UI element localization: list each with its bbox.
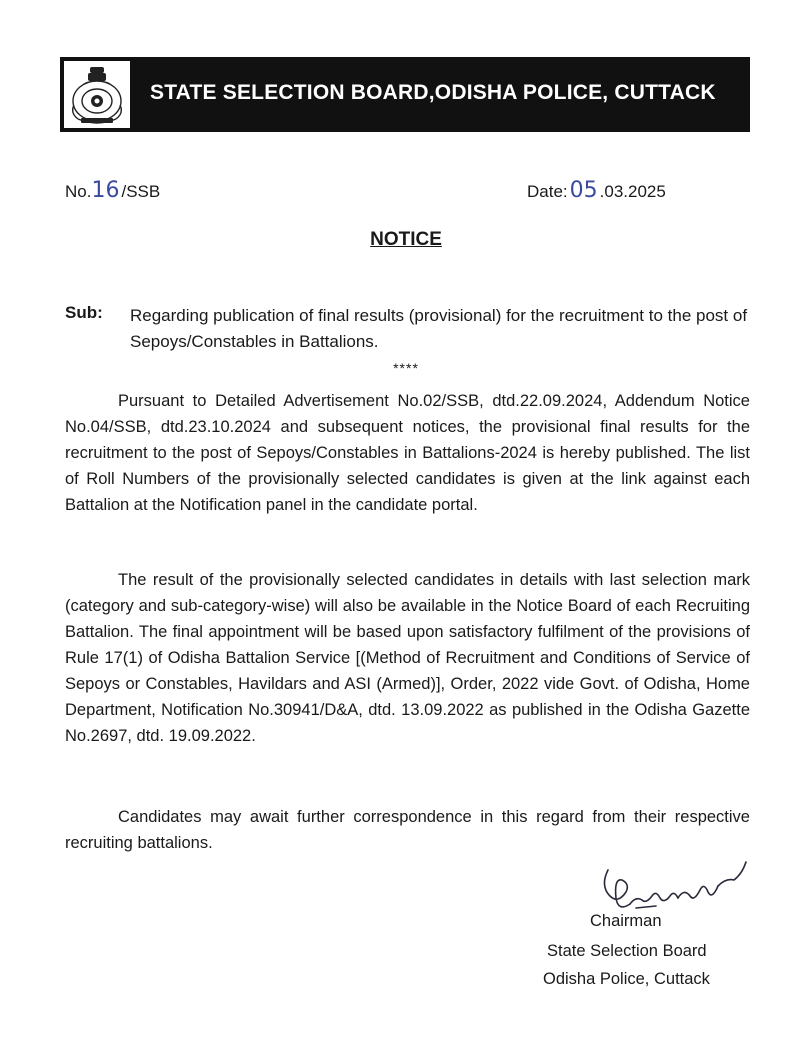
board-title: STATE SELECTION BOARD,ODISHA POLICE, CUTTACK	[150, 81, 716, 104]
reference-number	[65, 178, 160, 203]
police-emblem-icon	[64, 61, 130, 128]
date-prefix: Date:	[527, 182, 568, 201]
letterhead-banner	[60, 57, 750, 132]
paragraph-1: Pursuant to Detailed Advertisement No.02/SSB, dtd.22.09.2024, Addendum Notice No.04/SSB, dtd.23.10.2024 and subsequent notices, the provisional final results for the recruitment to the post of Sepoys/Constables in Battalions-2024 is hereby published. The list of Roll Numbers of the provisionally selected candidates is given at the link against each Battalion at the Notification panel in the candidate portal.	[65, 392, 750, 514]
signatory-designation: Chairman	[590, 912, 662, 930]
paragraph-2: The result of the provisionally selected candidates in details with last selection mark (category and sub-category-wise) will also be available in the Notice Board of each Recruiting Battalion. The final appointment will be based upon satisfactory fulfilment of the provisions of Rule 17(1) of Odisha Battalion Service [(Method of Recruitment and Conditions of Service of Sepoys or Constables, Havildars and ASI (Armed)], Order, 2022 vide Govt. of Odisha, Home Department, Notification No.30941/D&A, dtd. 13.09.2022 as published in the Odisha Gazette No.2697, dtd. 19.09.2022.	[65, 571, 750, 745]
signatory-place: Odisha Police, Cuttack	[543, 970, 710, 988]
date-suffix: .03.2025	[599, 182, 666, 201]
notice-heading: NOTICE	[370, 229, 442, 250]
subject-text: Regarding publication of final results (provisional) for the recruitment to the post of Sepoys/Constables in Battalions.	[130, 306, 748, 351]
separator: ****	[393, 360, 419, 376]
ref-no-suffix: /SSB	[121, 182, 161, 201]
paragraph-3: Candidates may await further correspondence in this regard from their respective recruiting battalions.	[65, 808, 750, 852]
date-handwritten: 05	[569, 178, 598, 203]
signatory-board: State Selection Board	[547, 942, 707, 960]
subject-label: Sub:	[65, 303, 103, 322]
reference-date	[527, 178, 666, 203]
ref-no-prefix: No.	[65, 182, 92, 201]
ref-no-handwritten: 16	[91, 178, 120, 203]
